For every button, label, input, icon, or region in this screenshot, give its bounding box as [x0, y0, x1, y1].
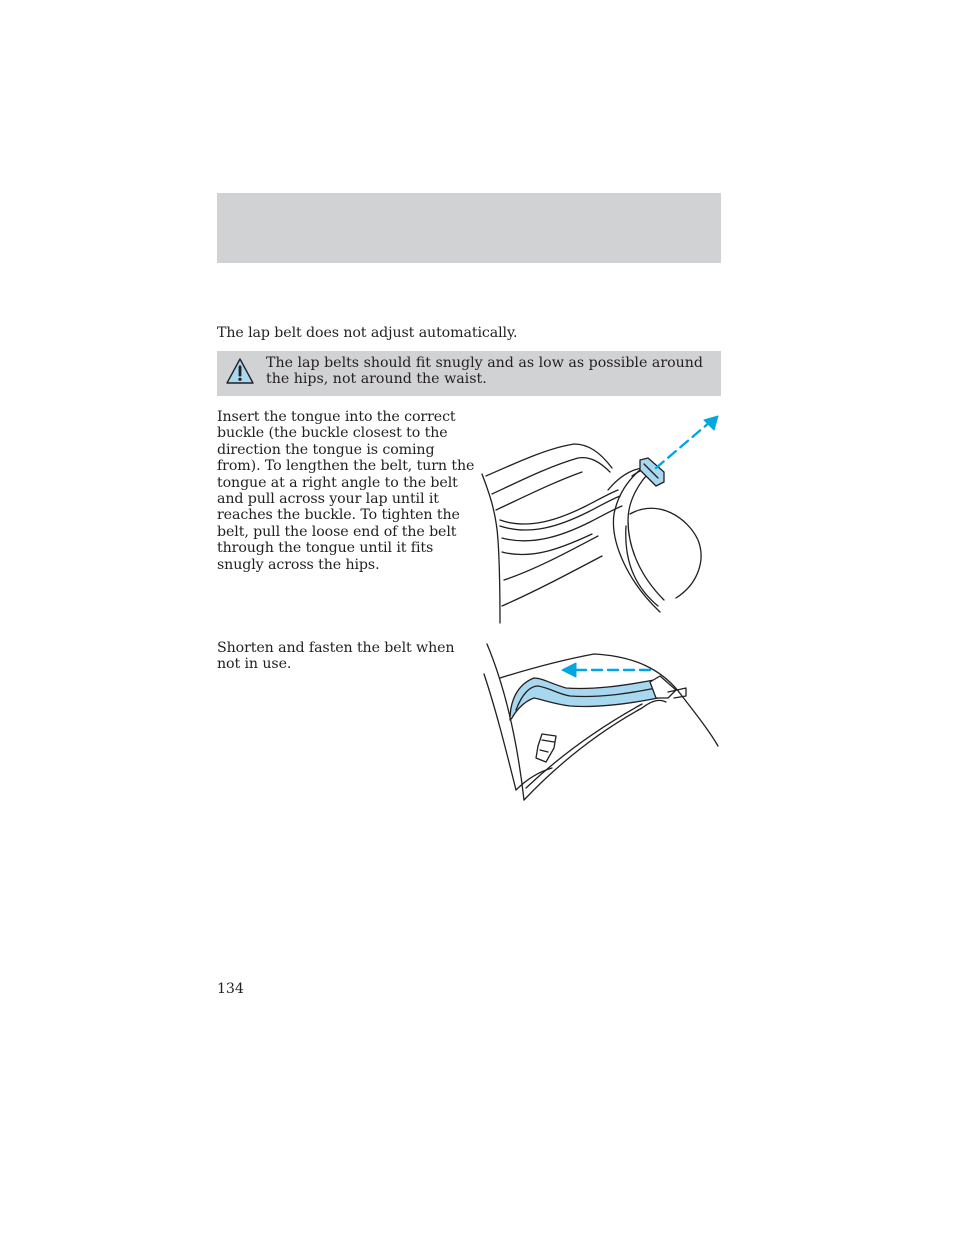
warning-text: The lap belts should fit snugly and as low as possible around the hips, not around the waist.	[266, 355, 704, 388]
warning-triangle-icon	[225, 357, 255, 385]
page-number: 134	[217, 981, 244, 997]
seat-belt-stowed-illustration	[482, 640, 722, 805]
step-text-insert-tongue: Insert the tongue into the correct buckle (the buckle closest to the direction the tongue is coming from). To lengthen the belt, turn the tongue at a right angle to the belt and pull across your lap until it reaches the buckle. To tighten the belt, pull the loose end of the belt through the tongue until it fits snugly across the hips.	[217, 409, 475, 573]
warning-box	[217, 351, 721, 396]
section-header-band	[217, 193, 721, 263]
step-text-shorten-belt: Shorten and fasten the belt when not in use.	[217, 640, 455, 673]
seat-belt-tongue-illustration	[478, 410, 723, 625]
intro-text: The lap belt does not adjust automatically.	[217, 325, 518, 341]
